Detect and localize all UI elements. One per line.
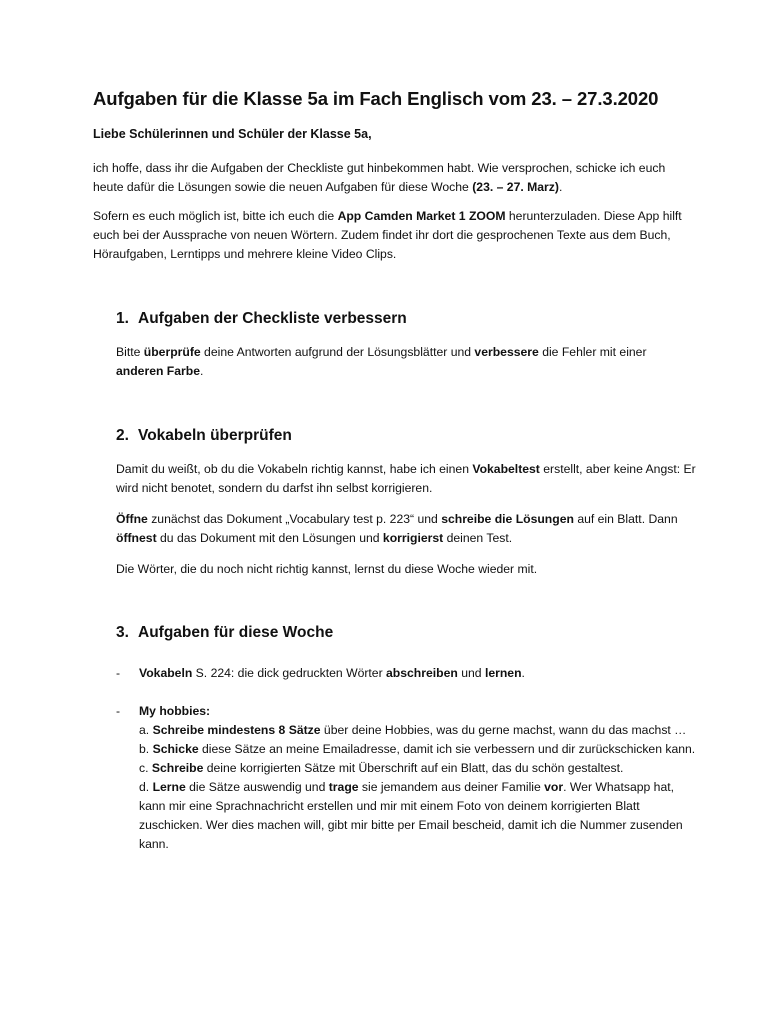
section-3-heading: 3. Aufgaben für diese Woche xyxy=(116,624,334,641)
list-bullet: - xyxy=(116,704,121,718)
list-item-vokabeln: Vokabeln S. 224: die dick gedruckten Wörter abschreiben und lernen. xyxy=(139,666,525,680)
section-2-paragraph-1: Damit du weißt, ob du die Vokabeln richtig kannst, habe ich einen Vokabeltest erstellt, aber keine Angst: Er wird nicht benotet, sondern du darfst ihn selbst korrigieren. xyxy=(116,462,696,495)
list-bullet: - xyxy=(116,666,121,680)
hobbies-step-d: d. Lerne die Sätze auswendig und trage sie jemandem aus deiner Familie vor. Wer Whatsapp hat, kann mir eine Sprachnachricht erstellen und mir mit einem Foto von deinem korrigierten Blatt zuschicken. Wer dies machen will, gibt mir bitte per Email bescheid, damit ich die Nummer zusenden kann. xyxy=(139,780,683,851)
page-title: Aufgaben für die Klasse 5a im Fach Englisch vom 23. – 27.3.2020 xyxy=(93,88,659,109)
intro-paragraph-1: ich hoffe, dass ihr die Aufgaben der Checkliste gut hinbekommen habt. Wie versprochen, schicke ich euch heute dafür die Lösungen sowie die neuen Aufgaben für diese Woche (23. – 27. Marz). xyxy=(93,161,666,194)
hobbies-step-c: c. Schreibe deine korrigierten Sätze mit Überschrift auf ein Blatt, das du schön gestaltest. xyxy=(139,761,624,775)
section-2-heading: 2. Vokabeln überprüfen xyxy=(116,427,292,444)
my-hobbies-title: My hobbies: xyxy=(139,704,211,718)
intro-paragraph-2: Sofern es euch möglich ist, bitte ich euch die App Camden Market 1 ZOOM herunterzuladen. Diese App hilft euch bei der Aussprache von neuen Wörtern. Zudem findet ihr dort die gesprochenen Texte aus dem Buch, Höraufgaben, Lerntipps und mehrere kleine Video Clips. xyxy=(93,209,682,261)
section-2-paragraph-2: Öffne zunächst das Dokument „Vocabulary test p. 223“ und schreibe die Lösungen auf ein Blatt. Dann öffnest du das Dokument mit den Lösungen und korrigierst deinen Test. xyxy=(116,512,678,545)
section-1-paragraph: Bitte überprüfe deine Antworten aufgrund der Lösungsblätter und verbessere die Fehler mit einer anderen Farbe. xyxy=(116,345,647,378)
hobbies-step-a: a. Schreibe mindestens 8 Sätze über deine Hobbies, was du gerne machst, wann du das machst … xyxy=(139,723,687,737)
section-2-paragraph-3: Die Wörter, die du noch nicht richtig kannst, lernst du diese Woche wieder mit. xyxy=(116,562,538,576)
greeting: Liebe Schülerinnen und Schüler der Klasse 5a, xyxy=(93,127,372,141)
section-1-heading: 1. Aufgaben der Checkliste verbessern xyxy=(116,310,407,327)
hobbies-step-b: b. Schicke diese Sätze an meine Emailadresse, damit ich sie verbessern und dir zurückschicken kann. xyxy=(139,742,696,756)
list-item-my-hobbies xyxy=(139,702,699,854)
